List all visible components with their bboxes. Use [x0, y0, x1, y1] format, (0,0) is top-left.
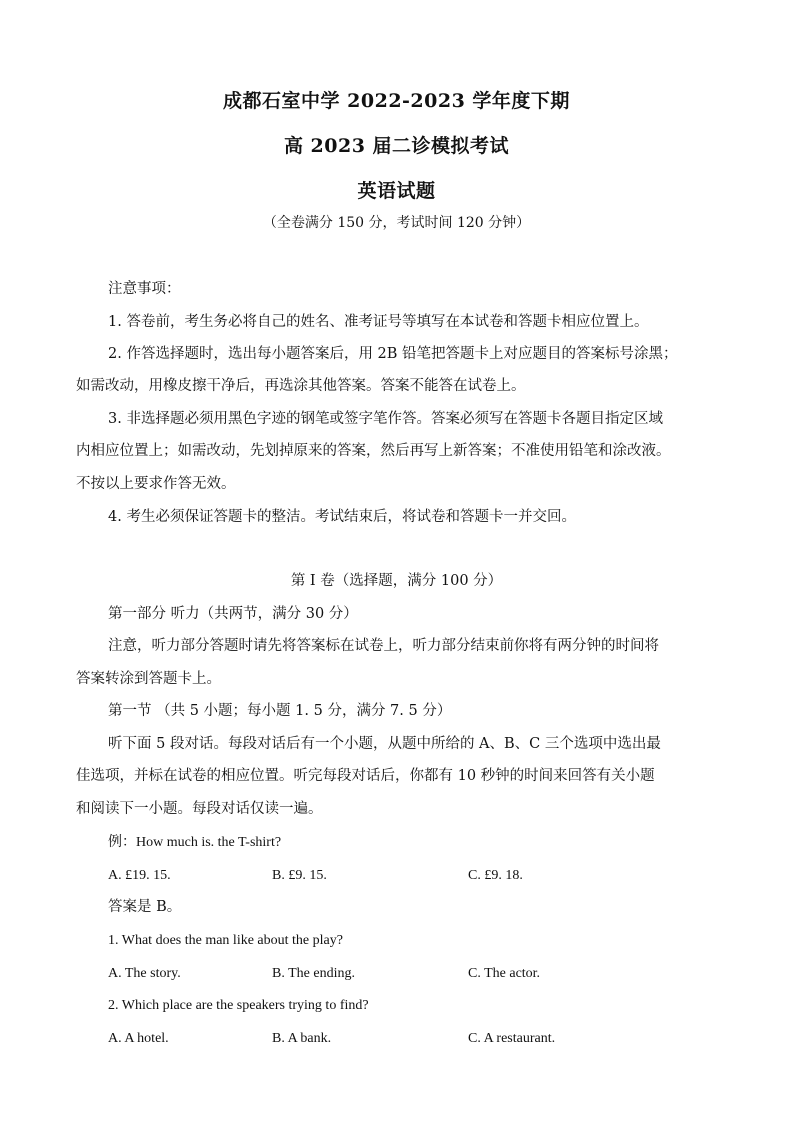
part-title: 第一部分 听力（共两节，满分 30 分） [108, 606, 358, 622]
question-2-text: 2. Which place are the speakers trying to find? [108, 998, 369, 1013]
listening-note-line-2: 答案转涂到答题卡上。 [76, 671, 221, 687]
question-1-text: 1. What does the man like about the play? [108, 933, 343, 948]
listening-note-line-1: 注意，听力部分答题时请先将答案标在试卷上，听力部分结束前你将有两分钟的时间将 [108, 638, 659, 654]
instruction-line-1: 听下面 5 段对话。每段对话后有一个小题，从题中所给的 A、B、C 三个选项中选出最 [108, 736, 661, 752]
question-1-option-c: C. The actor. [468, 966, 541, 981]
example-answer: 答案是 B。 [108, 899, 182, 915]
question-2-option-b: B. A bank. [272, 1031, 332, 1046]
section-one-title: 第一节 （共 5 小题；每小题 1. 5 分，满分 7. 5 分） [108, 703, 452, 719]
notice-item-1: 1. 答卷前，考生务必将自己的姓名、准考证号等填写在本试卷和答题卡相应位置上。 [108, 314, 649, 330]
score-time-note: （全卷满分 150 分，考试时间 120 分钟） [262, 215, 531, 231]
question-2-option-c: C. A restaurant. [468, 1031, 556, 1046]
notice-heading: 注意事项： [108, 281, 181, 297]
instruction-line-2: 佳选项，并标在试卷的相应位置。听完每段对话后，你都有 10 秒钟的时间来回答有关小题 [76, 768, 655, 784]
example-option-a: A. £19. 15. [108, 868, 171, 883]
example-option-c: C. £9. 18. [468, 868, 523, 883]
question-2-option-a: A. A hotel. [108, 1031, 169, 1046]
school-title: 成都石室中学 2022-2023 学年度下期 [223, 90, 570, 112]
exam-title: 高 2023 届二诊模拟考试 [283, 135, 510, 157]
volume-title: 第 I 卷（选择题，满分 100 分） [290, 573, 503, 589]
notice-item-3-line-3: 不按以上要求作答无效。 [76, 476, 236, 492]
notice-item-3-line-2: 内相应位置上；如需改动，先划掉原来的答案，然后再写上新答案；不准使用铅笔和涂改液。 [76, 443, 671, 459]
question-1-option-a: A. The story. [108, 966, 181, 981]
example-question: 例：How much is. the T-shirt? [108, 835, 282, 850]
notice-item-3-line-1: 3. 非选择题必须用黑色字迹的钢笔或签字笔作答。答案必须写在答题卡各题目指定区域 [108, 411, 663, 427]
notice-item-2-line-2: 如需改动，用橡皮擦干净后，再选涂其他答案。答案不能答在试卷上。 [76, 378, 526, 394]
notice-item-4: 4. 考生必须保证答题卡的整洁。考试结束后，将试卷和答题卡一并交回。 [108, 509, 576, 525]
subject-title: 英语试题 [357, 180, 436, 202]
example-option-b: B. £9. 15. [272, 868, 327, 883]
question-1-option-b: B. The ending. [272, 966, 355, 981]
instruction-line-3: 和阅读下一小题。每段对话仅读一遍。 [76, 801, 323, 817]
notice-item-2-line-1: 2. 作答选择题时，选出每小题答案后，用 2B 铅笔把答题卡上对应题目的答案标号涂黑； [108, 346, 678, 362]
